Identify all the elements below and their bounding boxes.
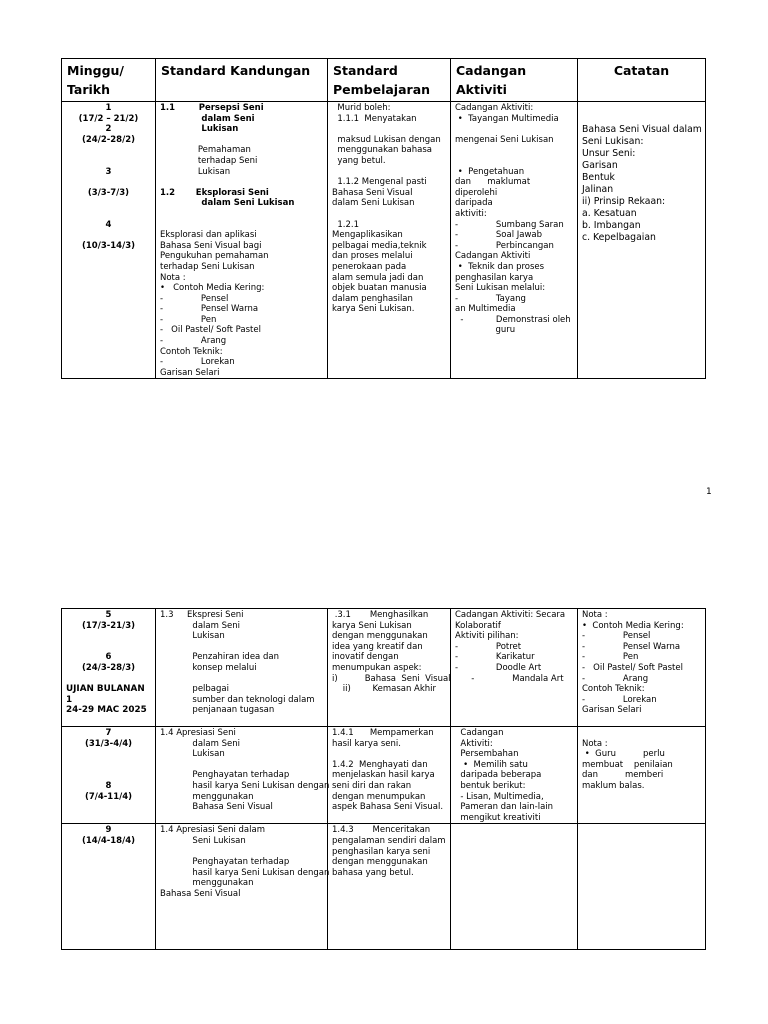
cell-standard-kandungan [156,102,328,379]
cell-line [66,749,151,760]
cell-line: pelbagai media,teknik [332,240,427,251]
cell-line: (31/3-4/4) [84,738,133,749]
cell-line: - Pen [582,652,639,663]
cell-standard-pembelajaran [328,102,451,379]
cell-line: Cadangan Aktiviti: [455,103,534,113]
cell-line: (3/3-7/3) [87,187,130,198]
cell-line: 1.1 Persepsi Seni [160,103,264,113]
cell-line [332,209,446,220]
cell-line: Aktiviti pilihan: [455,631,519,642]
cell-line: Cadangan [455,728,504,738]
cell-line: menjelaskan hasil karya [332,770,435,781]
cell-line: Seni Lukisan melalui: [455,283,546,294]
cell-line: • Teknik dan proses [455,261,545,272]
cell-line: 9 [105,825,112,836]
cell-line: seni diri dan rakan [332,780,412,791]
cell-cadangan-aktiviti [451,102,578,379]
cell-line: hasil karya seni. [332,738,401,749]
cell-line: (24/3-28/3) [82,662,135,673]
cell-line: - Karikatur [455,652,535,663]
cell-line: Bahasa Seni Visual [160,888,241,899]
cell-line: - Lorekan [582,694,657,705]
cell-line [66,156,151,167]
cell-line: - Arang [582,673,649,684]
cell-line: bentuk berikut: [455,780,526,791]
cell-catatan [578,727,706,824]
cell-line: a. Kesatuan [582,208,637,220]
cell-line [160,674,323,685]
cell-line: penghasilan karya [455,272,534,283]
table-row [62,824,706,950]
cell-line: Pengukuhan pemahaman [160,251,269,262]
cell-line: - Doodle Art [455,662,542,673]
cell-line: hasil karya Seni Lukisan dengan [160,867,330,878]
cell-line: - Soal Jawab [455,230,543,241]
header-cadangan-aktiviti: Cadangan Aktiviti [451,59,578,102]
cell-line: dengan menggunakan [332,631,428,642]
cell-line [66,145,151,156]
cell-line: 1.4.3 Menceritakan [332,825,431,836]
cell-line [66,674,151,685]
cell-minggu [62,824,156,950]
lesson-plan-table-2 [61,608,706,950]
cell-line: - Arang [160,336,227,347]
cell-line: Garisan [582,160,618,172]
cell-line: - Potret [455,641,522,652]
cell-line: terhadap Seni Lukisan [160,261,255,272]
cell-line: b. Imbangan [582,220,641,232]
cell-line [582,728,701,739]
cell-line: maksud Lukisan dengan [332,134,441,145]
cell-line: 7 [105,728,112,738]
cell-line: Aktiviti: [455,738,493,749]
cell-line: mengenai Seni Lukisan [455,134,554,145]
cell-line: (17/2 – 21/2) [78,113,139,124]
cell-cadangan-aktiviti [451,727,578,824]
cell-line: i) Bahasa Seni Visual [332,673,451,684]
cell-line: (10/3-14/3) [82,240,135,251]
cell-line: - Pensel Warna [582,641,681,652]
cell-line: Lukisan [160,631,225,642]
cell-line: menggunakan [160,878,254,889]
cell-line: dengan menggunakan [332,857,428,868]
cell-line: an Multimedia [455,304,516,315]
cell-line: - Pensel [582,631,651,642]
cell-line: yang betul. [332,155,386,166]
table-row [62,102,706,379]
cell-line [66,177,151,188]
cell-line: 1.1.1 Menyatakan [332,113,417,124]
cell-line: dalam Seni [160,113,255,124]
cell-line [332,749,446,760]
cell-line: 24-29 MAC 2025 [66,705,147,716]
table-row [62,727,706,824]
cell-line: Penghayatan terhadap [160,770,290,781]
cell-line: • Memilih satu [455,759,528,770]
cell-line: (7/4-11/4) [84,791,133,802]
cell-standard-kandungan [156,824,328,950]
cell-line: maklum balas. [582,780,645,791]
cell-minggu [62,609,156,727]
cell-line: • Contoh Media Kering: [582,620,684,631]
cell-standard-kandungan [156,727,328,824]
cell-cadangan-aktiviti [451,824,578,950]
cell-line [332,167,446,178]
cell-line: dalam Seni [160,738,240,749]
cell-line: karya Seni Lukisan [332,620,412,631]
cell-line [160,135,323,146]
cell-line: Garisan Selari [582,705,642,716]
cell-line: Pemahaman [160,145,251,156]
cell-line: membuat penilaian [582,759,673,770]
cell-line [582,114,701,125]
cell-line: objek buatan manusia [332,283,427,294]
cell-minggu [62,102,156,379]
cell-line: dengan menumpukan [332,791,426,802]
cell-line: penjanaan tugasan [160,705,275,716]
cell-line: Eksplorasi dan aplikasi [160,230,257,241]
cell-line: Contoh Teknik: [160,346,223,357]
cell-line: 1.4 Apresiasi Seni dalam [160,825,265,836]
cell-line: menggunakan bahasa [332,145,432,156]
cell-line [66,770,151,781]
cell-line: Cadangan Aktiviti: Secara [455,610,566,620]
cell-line: - Pensel Warna [160,304,259,315]
cell-line: - Perbincangan [455,240,554,251]
cell-line: 6 [105,652,112,663]
cell-line [455,156,573,167]
header-catatan: Catatan [578,59,706,102]
cell-line: diperolehi [455,187,498,198]
cell-line: - Pen [160,314,217,325]
cell-standard-kandungan [156,609,328,727]
cell-line: Nota : [582,610,608,620]
cell-line [455,124,573,135]
cell-line: menggunakan [160,791,254,802]
cell-line: Bahasa Seni Visual dalam [582,124,702,136]
cell-line: - Sumbang Saran [455,219,564,230]
cell-line [160,760,323,771]
cell-line: dalam Seni Lukisan [332,198,415,209]
cell-line: Seni Lukisan [160,835,246,846]
cell-line [160,177,323,188]
cell-line: ii) Kemasan Akhir [332,684,437,695]
cell-minggu [62,727,156,824]
cell-line: 3 [105,166,112,177]
cell-line [455,145,573,156]
cell-line: - Pensel [160,293,229,304]
cell-line: Lukisan [160,166,231,177]
cell-line: 1.2.1 [332,219,360,230]
cell-line: daripada beberapa [455,770,542,781]
cell-line: Lukisan [160,124,239,135]
cell-line: Persembahan [455,749,519,760]
cell-line: idea yang kreatif dan [332,641,423,652]
cell-line: 8 [105,780,112,791]
cell-line: Mengaplikasikan [332,230,403,241]
cell-line [66,760,151,771]
cell-line: - Tayang [455,293,526,304]
cell-line: Unsur Seni: [582,148,636,160]
cell-standard-pembelajaran [328,609,451,727]
cell-line: 1.1.2 Mengenal pasti [332,177,427,188]
cell-line [66,198,151,209]
cell-line: Nota : [582,738,608,749]
cell-line: • Contoh Media Kering: [160,283,265,294]
cell-line: hasil karya Seni Lukisan dengan [160,780,330,791]
table-header-row [62,59,706,102]
cell-line: 1 [66,694,73,705]
cell-line: 1 [105,103,112,113]
cell-line: sumber dan teknologi dalam [160,694,315,705]
cell-line: • Tayangan Multimedia [455,113,559,124]
cell-line: Pameran dan lain-lain [455,802,554,813]
cell-line: konsep melalui [160,662,257,673]
cell-line: - Lorekan [160,357,235,368]
cell-line: (14/4-18/4) [82,835,135,846]
cell-line: Bahasa Seni Visual bagi [160,240,262,251]
header-standard-pembelajaran: Standard Pembelajaran [328,59,451,102]
cell-line: c. Kepelbagaian [582,232,656,244]
cell-line: 1.2 Eksplorasi Seni [160,187,269,198]
cell-line: dalam penghasilan [332,293,413,304]
cell-catatan [578,824,706,950]
cell-cadangan-aktiviti [451,609,578,727]
cell-line: Cadangan Aktiviti [455,251,531,262]
cell-line: guru [455,325,516,336]
cell-line: 2 [105,124,112,135]
cell-line [66,209,151,220]
cell-line [160,847,323,858]
cell-line: penerokaan pada [332,261,407,272]
cell-line: ii) Prinsip Rekaan: [582,196,666,208]
cell-line: alam semula jadi dan [332,272,424,283]
table-row [62,609,706,727]
cell-line: Murid boleh: [332,103,391,113]
cell-line: Garisan Selari [160,367,220,378]
cell-line: dalam Seni Lukisan [160,198,295,209]
page-number: 1 [706,487,712,497]
lesson-plan-table-1 [61,58,706,379]
cell-line: Nota : [160,272,186,283]
cell-line: dan maklumat [455,177,531,188]
cell-line: karya Seni Lukisan. [332,304,415,315]
cell-line: daripada [455,198,493,209]
cell-line: dalam Seni [160,620,240,631]
cell-line: UJIAN BULANAN [66,684,145,695]
cell-line: Contoh Teknik: [582,684,645,695]
cell-line: Bentuk [582,172,615,184]
cell-line: 1.4.1 Mempamerkan [332,728,434,738]
cell-line: pengalaman sendiri dalam [332,835,446,846]
cell-line: (24/2-28/2) [82,134,135,145]
cell-line: .3.1 Menghasilkan [332,610,429,620]
cell-line: Penzahiran idea dan [160,652,279,663]
cell-line: 1.3 Ekspresi Seni [160,610,244,620]
cell-line: - Demonstrasi oleh [455,314,571,325]
cell-line [66,230,151,241]
cell-catatan [578,609,706,727]
cell-line [160,220,323,231]
cell-line: aktiviti: [455,208,487,219]
cell-line: bahasa yang betul. [332,867,414,878]
cell-line [332,124,446,135]
cell-standard-pembelajaran [328,824,451,950]
cell-line: pelbagai [160,684,229,695]
cell-line: - Oil Pastel/ Soft Pastel [582,662,683,673]
cell-line: • Pengetahuan [455,166,525,177]
cell-line: inovatif dengan [332,652,399,663]
cell-standard-pembelajaran [328,727,451,824]
cell-line: 5 [105,610,112,620]
cell-line [66,631,151,642]
cell-line: Lukisan [160,749,225,760]
cell-line: 1.4.2 Menghayati dan [332,759,428,770]
cell-line: Kolaboratif [455,620,501,631]
cell-line: mengikut kreativiti [455,812,541,823]
cell-line [582,103,701,114]
cell-line: 4 [105,219,112,230]
cell-line: Bahasa Seni Visual [160,802,273,813]
header-minggu: Minggu/ Tarikh [62,59,156,102]
cell-line: 1.4 Apresiasi Seni [160,728,236,738]
cell-line: menumpukan aspek: [332,662,422,673]
cell-line: Bahasa Seni Visual [332,187,413,198]
cell-line: - Mandala Art [455,673,564,684]
cell-line: Penghayatan terhadap [160,857,290,868]
cell-line: • Guru perlu [582,749,665,760]
cell-line [160,209,323,220]
cell-line: dan proses melalui [332,251,413,262]
cell-line: terhadap Seni [160,155,258,166]
cell-line: - Oil Pastel/ Soft Pastel [160,325,261,336]
cell-line [66,642,151,653]
header-standard-kandungan: Standard Kandungan [156,59,328,102]
cell-catatan [578,102,706,379]
cell-line: aspek Bahasa Seni Visual. [332,802,444,813]
cell-line: Seni Lukisan: [582,136,644,148]
cell-line: - Lisan, Multimedia, [455,791,544,802]
cell-line [160,642,323,653]
cell-line: (17/3-21/3) [82,620,135,631]
cell-line: dan memberi [582,770,664,781]
cell-line: penghasilan karya seni [332,846,431,857]
cell-line: Jalinan [582,184,614,196]
